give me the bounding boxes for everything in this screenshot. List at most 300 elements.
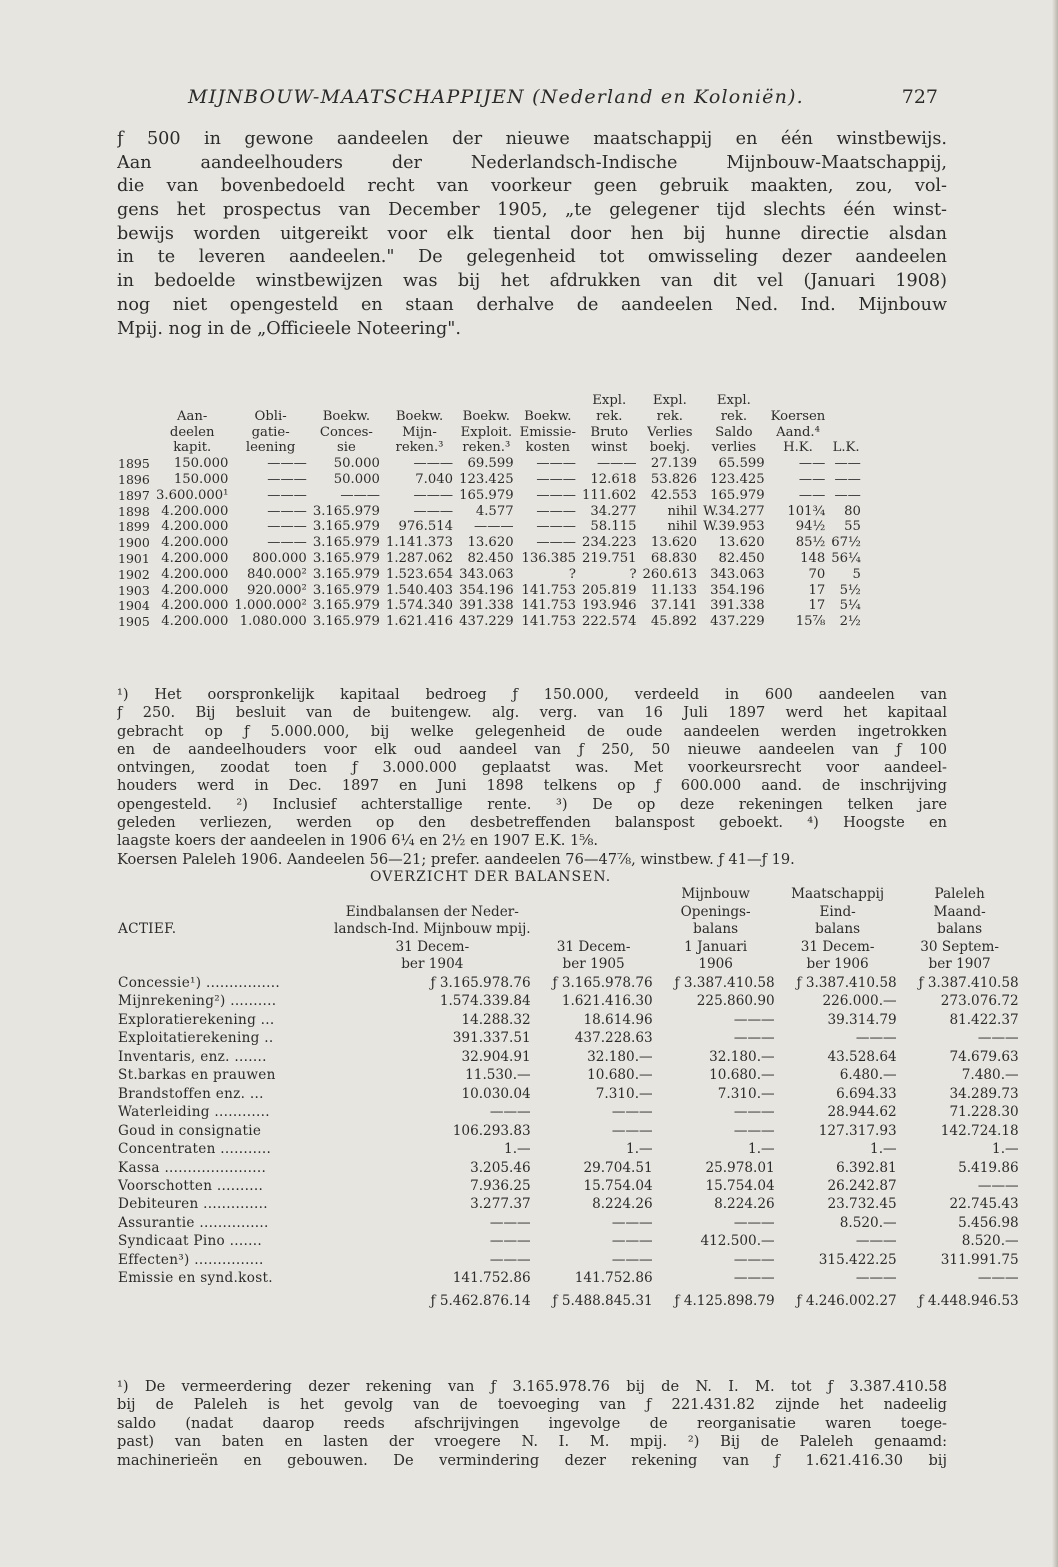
value-cell: ——— (536, 487, 576, 503)
value-cell: 3.205.46 (470, 1159, 531, 1176)
value-cell: 12.618 (590, 471, 637, 487)
value-cell: ——— (977, 1030, 1019, 1047)
value-cell: ——— (489, 1233, 531, 1250)
value-cell: 976.514 (398, 519, 454, 535)
value-cell: 800.000 (252, 550, 307, 566)
value-cell: 3.165.979 (312, 598, 380, 614)
value-cell: 225.860.90 (696, 993, 775, 1010)
column-header (533, 886, 655, 904)
table-row (116, 1122, 1021, 1140)
year-cell: 1900 (118, 535, 150, 551)
value-cell: 1.— (626, 1141, 653, 1158)
value-cell: 32.180.— (587, 1048, 653, 1065)
value-cell: ——— (733, 1251, 775, 1268)
value-cell: 37.141 (650, 598, 698, 614)
value-cell: —— (798, 471, 826, 487)
year-cell: 1896 (118, 471, 150, 487)
column-header: ber 1906 (806, 956, 869, 973)
column-header: Saldo (715, 424, 753, 440)
column-header (768, 393, 829, 409)
value-cell: ——— (733, 1030, 775, 1047)
value-cell: 150.000 (173, 471, 229, 487)
table-header-row (118, 440, 864, 456)
value-cell: 85½ (795, 535, 826, 551)
capital-notes (117, 686, 947, 869)
value-cell: 70 (808, 566, 826, 582)
column-header: ber 1905 (562, 956, 625, 973)
value-cell: 1.141.373 (385, 535, 454, 551)
column-header (153, 393, 231, 409)
value-cell: ——— (855, 1030, 897, 1047)
column-header: Mijnbouw (681, 886, 750, 902)
column-header: Maatschappij (791, 886, 885, 902)
value-cell: ——— (267, 487, 307, 503)
row-label: Brandstoffen enz. ... (118, 1085, 264, 1102)
running-header (188, 86, 948, 112)
value-cell: 6.694.33 (836, 1085, 897, 1102)
column-header: Paleleh (934, 886, 985, 902)
text-line: die van bovenbedoeld recht van voorkeur geen gebruik maakten, zou, vol- (117, 176, 947, 197)
value-cell: ƒ 3.165.978.76 (430, 974, 531, 991)
value-cell: 32.904.91 (461, 1048, 531, 1065)
row-label: Debiteuren .............. (118, 1196, 268, 1213)
value-cell: ——— (340, 487, 380, 503)
footnote-line: ¹) De vermeerdering dezer rekening van ƒ 3.165.978.76 bij de N. I. M. tot ƒ 3.387.410.58 (117, 1378, 947, 1395)
table-row (118, 472, 864, 488)
text-line: ƒ 500 in gewone aandeelen der nieuwe maatschappij en één winstbewijs. (117, 129, 947, 149)
value-cell: 3.165.979 (312, 535, 380, 551)
value-cell: 150.000 (173, 456, 229, 472)
value-cell: 50.000 (333, 471, 380, 487)
value-cell: 58.115 (590, 519, 637, 535)
column-header (116, 904, 332, 922)
column-header: ber 1907 (928, 956, 991, 973)
value-cell: 343.063 (459, 566, 514, 582)
capital-table (118, 393, 864, 630)
table-row (116, 1251, 1021, 1269)
value-cell: 5.419.86 (958, 1159, 1019, 1176)
page-number: 727 (901, 86, 938, 108)
value-cell: 1.574.339.84 (439, 993, 531, 1010)
column-header: Exploit. (460, 424, 513, 440)
value-cell: 27.139 (650, 456, 698, 472)
value-cell: 111.602 (581, 487, 637, 503)
value-cell: nihil (667, 503, 698, 519)
value-cell: 2½ (839, 614, 861, 630)
value-cell: ——— (733, 1122, 775, 1139)
value-cell: 136.385 (521, 550, 576, 566)
column-header: rek. (656, 408, 683, 424)
footnote-line: bij de Paleleh is het gevolg van de toevoeging van ƒ 221.431.82 zijnde het nadeelig (117, 1396, 947, 1414)
row-label: Voorschotten .......... (118, 1177, 264, 1194)
column-header: Eindbalansen der Neder- (345, 903, 519, 920)
value-cell: ——— (611, 1251, 653, 1268)
value-cell: 13.620 (467, 535, 514, 551)
note-line: ¹) Het oorspronkelijk kapitaal bedroeg ƒ 150.000, verdeeld in 600 aandeelen van (117, 686, 947, 703)
column-header: balans (693, 921, 739, 938)
value-cell: ——— (733, 1270, 775, 1287)
value-cell: —— (834, 487, 861, 503)
table-row (116, 1066, 1021, 1084)
section-title: OVERZICHT DER BALANSEN. (370, 869, 612, 885)
text-line: in bedoelde winstbewijzen was bij het afdrukken van dit vel (Januari 1908) (117, 271, 947, 292)
value-cell: ƒ 3.387.410.58 (674, 974, 775, 991)
column-header: Verlies (647, 424, 693, 440)
value-cell: 840.000² (246, 566, 307, 582)
value-cell: ——— (536, 503, 576, 519)
column-header: sie (336, 440, 356, 456)
value-cell: 123.425 (459, 471, 514, 487)
table-header-row (116, 939, 1021, 957)
table-row (118, 488, 864, 504)
value-cell: 343.063 (710, 566, 765, 582)
value-cell: 260.613 (642, 566, 698, 582)
value-cell: 81.422.37 (949, 1011, 1019, 1028)
value-cell: 315.422.25 (818, 1251, 897, 1268)
value-cell: 50.000 (333, 456, 380, 472)
value-cell: 34.289.73 (949, 1085, 1019, 1102)
value-cell: ——— (489, 1251, 531, 1268)
text-line: Aan aandeelhouders der Nederlandsch-Indische Mijnbouw-Maatschappij, (117, 152, 947, 173)
value-cell: 148 (800, 550, 826, 566)
value-cell: 15.754.04 (583, 1177, 653, 1194)
year-cell: 1899 (118, 519, 150, 535)
value-cell: 354.196 (710, 582, 765, 598)
total-cell (116, 1288, 332, 1310)
note-line: houders werd in Dec. 1897 en Juni 1898 telkens op ƒ 600.000 aand. de inschrijving (117, 777, 947, 795)
value-cell: 141.753 (521, 598, 576, 614)
value-cell: 8.520.— (839, 1214, 897, 1231)
value-cell: 141.753 (521, 582, 576, 598)
value-cell: 11.133 (650, 582, 698, 598)
value-cell: ? (629, 566, 637, 582)
value-cell: 4.200.000 (161, 582, 229, 598)
column-header: kapit. (173, 440, 212, 456)
page-edge (1052, 0, 1058, 1567)
column-header: rek. (720, 408, 748, 424)
value-cell: 56¼ (831, 550, 861, 566)
footnote-line: past) van baten en lasten der vroegere N. I. M. mpij. ²) Bij de Paleleh genaamd: (117, 1433, 947, 1451)
value-cell: ——— (267, 503, 307, 519)
value-cell: 226.000.— (822, 993, 897, 1010)
column-header (828, 393, 864, 409)
table-row (116, 1029, 1021, 1047)
value-cell: 7.310.— (595, 1085, 653, 1102)
running-title: MIJNBOUW-MAATSCHAPPIJEN (Nederland en Koloniën). (188, 86, 804, 108)
value-cell: 141.752.86 (574, 1270, 653, 1287)
table-row (116, 1140, 1021, 1158)
value-cell: —— (798, 456, 826, 472)
value-cell: 3.277.37 (470, 1196, 531, 1213)
value-cell: 26.242.87 (827, 1177, 897, 1194)
value-cell: 4.200.000 (161, 519, 229, 535)
value-cell: 141.752.86 (452, 1270, 531, 1287)
footnote-line: saldo (nadat daarop reeds afschrijvingen ingevolge de reorganisatie waren toege- (117, 1414, 947, 1432)
value-cell: ——— (977, 1177, 1019, 1194)
value-cell: ƒ 3.387.410.58 (918, 974, 1019, 991)
value-cell: 391.338 (710, 598, 765, 614)
value-cell: 42.553 (650, 487, 698, 503)
value-cell: ——— (489, 1214, 531, 1231)
value-cell: 14.288.32 (461, 1011, 531, 1028)
value-cell: 5.456.98 (958, 1214, 1019, 1231)
value-cell: 1.080.000 (239, 614, 307, 630)
value-cell: nihil (667, 519, 698, 535)
value-cell: 6.392.81 (836, 1159, 897, 1176)
column-header (332, 886, 533, 904)
column-header (456, 393, 517, 409)
value-cell: 5¼ (839, 598, 861, 614)
value-cell: ——— (733, 1011, 775, 1028)
row-label: Exploratierekening ... (118, 1011, 275, 1028)
column-header: deelen (169, 424, 215, 440)
total-cell: ƒ 4.448.946.53 (918, 1292, 1019, 1309)
value-cell: ——— (855, 1270, 897, 1287)
value-cell: 4.577 (475, 503, 514, 519)
table-row (118, 614, 864, 630)
column-header: Boekw. (462, 408, 510, 424)
note-line: ƒ 250. Bij besluit van de buitengew. alg. verg. van 16 Juli 1897 werd het kapitaal (117, 704, 947, 722)
text-line: nog niet opengesteld en staan derhalve de aandeelen Ned. Ind. Mijnbouw (117, 294, 947, 315)
value-cell: ——— (855, 1233, 897, 1250)
text-line: bewijs worden uitgereikt voor elk tiental door hen bij hunne directie alsdan (117, 223, 947, 244)
value-cell: 67½ (831, 535, 861, 551)
value-cell: 39.314.79 (827, 1011, 897, 1028)
note-line: Koersen Paleleh 1906. Aandeelen 56—21; prefer. aandeelen 76—47⅞, winstbew. ƒ 41—ƒ 19. (117, 850, 795, 868)
value-cell: 10.030.04 (461, 1085, 531, 1102)
column-header (310, 393, 383, 409)
value-cell: 106.293.83 (452, 1122, 531, 1139)
column-header: Bruto (590, 424, 629, 440)
row-label: Concessie¹) ................ (118, 974, 280, 991)
value-cell: ——— (611, 1233, 653, 1250)
value-cell: 7.480.— (961, 1067, 1019, 1084)
value-cell: ——— (267, 535, 307, 551)
value-cell: ——— (267, 471, 307, 487)
text-line: Mpij. nog in de „Officieele Noteering". (117, 318, 461, 339)
table-header-row (116, 904, 1021, 922)
value-cell: 1.287.062 (385, 550, 454, 566)
year-cell: 1895 (118, 456, 150, 472)
value-cell: 82.450 (718, 550, 765, 566)
row-label: St.barkas en prauwen (118, 1067, 276, 1084)
column-header (116, 886, 332, 904)
row-label: Goud in consignatie (118, 1122, 262, 1139)
value-cell: 1.— (748, 1141, 775, 1158)
note-line: gebracht op ƒ 5.000.000, bij welke gelegenheid de oude aandeelen werden ingetrokken (117, 722, 947, 740)
column-header: balans (937, 921, 983, 938)
table-row (116, 974, 1021, 992)
value-cell: —— (798, 487, 826, 503)
column-header: Koersen (770, 408, 826, 424)
value-cell: 71.228.30 (949, 1104, 1019, 1121)
row-label: Emissie en synd.kost. (118, 1270, 273, 1287)
column-header (231, 393, 309, 409)
value-cell: 3.165.979 (312, 566, 380, 582)
column-header (533, 921, 655, 939)
value-cell: 311.991.75 (940, 1251, 1019, 1268)
table-row (118, 598, 864, 614)
value-cell: 1.574.340 (385, 598, 454, 614)
row-label: Waterleiding ............ (118, 1104, 270, 1121)
table-row (116, 1159, 1021, 1177)
column-header: 1 Januari (684, 938, 748, 955)
column-header (118, 425, 153, 441)
value-cell: 219.751 (581, 550, 637, 566)
table-row (116, 1011, 1021, 1029)
row-label: Effecten³) ............... (118, 1251, 264, 1268)
column-header: Maand- (933, 903, 986, 920)
totals-row (116, 1288, 1021, 1310)
value-cell: ——— (611, 1214, 653, 1231)
value-cell: 11.530.— (465, 1067, 531, 1084)
row-label: Exploitatierekening .. (118, 1030, 274, 1047)
row-label: Inventaris, enz. ....... (118, 1048, 267, 1065)
table-row (116, 1048, 1021, 1066)
value-cell: 15⅞ (795, 614, 826, 630)
balance-table (116, 886, 1021, 1310)
value-cell: 142.724.18 (940, 1122, 1019, 1139)
value-cell: 101¾ (787, 503, 826, 519)
column-header: ber 1904 (401, 956, 464, 973)
column-header (828, 425, 864, 441)
value-cell: 10.680.— (709, 1067, 775, 1084)
value-cell: 65.599 (718, 456, 765, 472)
column-header: Boekw. (524, 408, 572, 424)
table-row (118, 519, 864, 535)
table-row (116, 1177, 1021, 1195)
value-cell: 8.520.— (961, 1233, 1019, 1250)
table-row (116, 992, 1021, 1010)
value-cell: ——— (596, 456, 637, 472)
value-cell: ——— (611, 1122, 653, 1139)
value-cell: ——— (413, 487, 454, 503)
value-cell: 29.704.51 (583, 1159, 653, 1176)
column-header (118, 440, 153, 456)
total-cell: ƒ 4.125.898.79 (674, 1292, 775, 1309)
column-header: 31 Decem- (395, 938, 470, 955)
total-cell: ƒ 4.246.002.27 (796, 1292, 897, 1309)
value-cell: ——— (474, 519, 514, 535)
column-header: Expl. (716, 393, 751, 408)
total-cell: ƒ 5.462.876.14 (430, 1292, 531, 1309)
value-cell: 45.892 (650, 614, 698, 630)
row-label: Mijnrekening²) .......... (118, 993, 277, 1010)
column-header: Aan- (177, 408, 208, 424)
note-line: en de aandeelhouders voor elk oud aandeel van ƒ 250, 50 nieuwe aandeelen van ƒ 100 (117, 740, 947, 758)
column-header: rek. (596, 408, 623, 424)
value-cell: ——— (413, 456, 454, 472)
column-header: 31 Decem- (800, 938, 875, 955)
value-cell: ? (568, 566, 576, 582)
value-cell: ——— (489, 1104, 531, 1121)
year-cell: 1905 (118, 614, 150, 630)
value-cell: 55 (844, 519, 861, 535)
value-cell: ——— (611, 1104, 653, 1121)
value-cell: ——— (536, 535, 576, 551)
value-cell: 7.040 (415, 471, 454, 487)
value-cell: 193.946 (581, 598, 637, 614)
row-label: Kassa ...................... (118, 1159, 267, 1176)
footnote-line: machinerieën en gebouwen. De vermindering dezer rekening van ƒ 1.621.416.30 bij (117, 1451, 947, 1469)
value-cell: 127.317.93 (818, 1122, 897, 1139)
value-cell: 94½ (795, 519, 826, 535)
table-header-row (116, 956, 1021, 974)
table-row (116, 1269, 1021, 1287)
value-cell: 5 (852, 566, 861, 582)
value-cell: 17 (808, 598, 826, 614)
value-cell: 18.614.96 (583, 1011, 653, 1028)
value-cell: 205.819 (581, 582, 637, 598)
table-row (118, 456, 864, 472)
value-cell: 17 (808, 582, 826, 598)
column-header: boekj. (649, 440, 691, 456)
column-header: Conces- (319, 424, 373, 440)
value-cell: 222.574 (581, 614, 637, 630)
value-cell: 3.165.979 (312, 503, 380, 519)
value-cell: 3.165.979 (312, 582, 380, 598)
column-header: Openings- (680, 903, 751, 920)
value-cell: 10.680.— (587, 1067, 653, 1084)
value-cell: 3.165.979 (312, 519, 380, 535)
value-cell: 6.480.— (839, 1067, 897, 1084)
value-cell: ——— (733, 1104, 775, 1121)
value-cell: 1.523.654 (385, 566, 454, 582)
value-cell: ——— (536, 456, 576, 472)
value-cell: 3.600.000¹ (156, 487, 229, 503)
note-line: opengesteld. ²) Inclusief achterstallige rente. ³) De op deze rekeningen telken jare (117, 795, 947, 813)
text-line: in te leveren aandeelen." De gelegenheid tot omwisseling dezer aandeelen (117, 247, 947, 268)
value-cell: 82.450 (467, 550, 514, 566)
column-header: Emissie- (519, 424, 576, 440)
table-header-row (118, 409, 864, 425)
value-cell: 8.224.26 (592, 1196, 653, 1213)
table-row (116, 1103, 1021, 1121)
value-cell: ——— (733, 1214, 775, 1231)
note-line: laagste koers der aandeelen in 1906 6¼ en 2½ en 1907 E.K. 1⅝. (117, 832, 599, 850)
value-cell: 69.599 (467, 456, 514, 472)
text-line: gens het prospectus van December 1905, „te gelegener tijd slechts één winst- (117, 200, 947, 221)
value-cell: 4.200.000 (161, 550, 229, 566)
year-cell: 1898 (118, 503, 150, 519)
year-cell: 1897 (118, 487, 150, 503)
column-header: H.K. (783, 440, 813, 456)
table-row (118, 567, 864, 583)
value-cell: 437.229 (710, 614, 765, 630)
year-cell: 1901 (118, 550, 150, 566)
column-header: 31 Decem- (556, 938, 631, 955)
table-row (116, 1214, 1021, 1232)
value-cell: 80 (844, 503, 861, 519)
value-cell: 437.228.63 (574, 1030, 653, 1047)
column-header: ACTIEF. (118, 921, 177, 938)
value-cell: 391.337.51 (452, 1030, 531, 1047)
year-cell: 1903 (118, 582, 150, 598)
column-header (828, 409, 864, 425)
value-cell: 13.620 (650, 535, 698, 551)
value-cell: 4.200.000 (161, 535, 229, 551)
table-row (116, 1232, 1021, 1250)
value-cell: 273.076.72 (940, 993, 1019, 1010)
table-header-row (118, 425, 864, 441)
row-label: Assurantie ............... (118, 1214, 269, 1231)
table-header-row (116, 921, 1021, 939)
note-line: ontvingen, zoodat toen ƒ 3.000.000 geplaatst was. Met voorkeursrecht voor aandeel- (117, 759, 947, 777)
value-cell: 7.310.— (717, 1085, 775, 1102)
column-header: Expl. (652, 393, 687, 408)
value-cell: 28.944.62 (827, 1104, 897, 1121)
total-cell: ƒ 5.488.845.31 (552, 1292, 653, 1309)
